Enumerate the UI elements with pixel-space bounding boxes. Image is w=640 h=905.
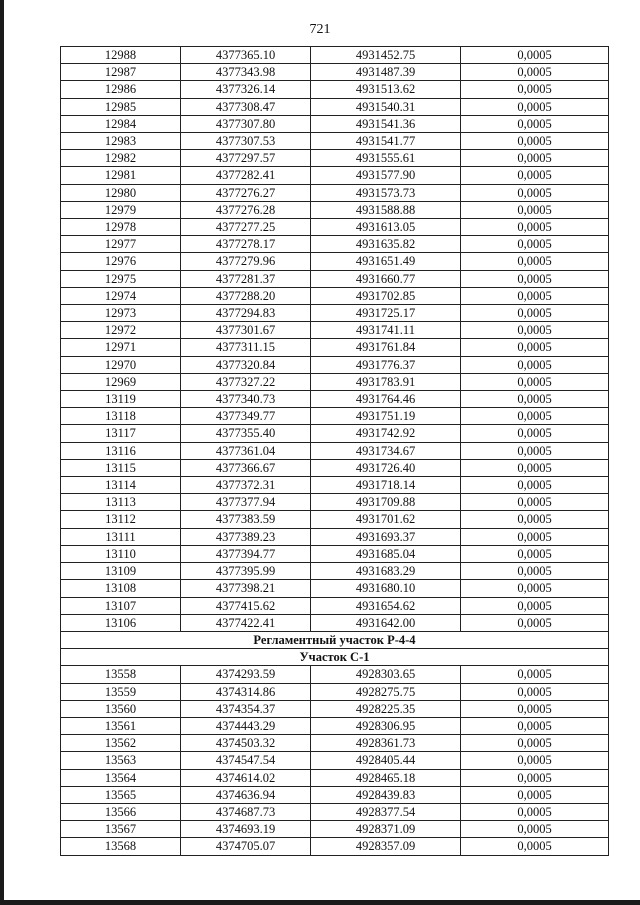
coord-y-cell: 4931642.00 [311, 614, 461, 631]
point-number-cell: 13112 [61, 511, 181, 528]
point-number-cell: 13108 [61, 580, 181, 597]
coord-y-cell: 4931541.36 [311, 115, 461, 132]
table-row [61, 597, 609, 614]
coord-x-cell: 4374693.19 [181, 821, 311, 838]
coord-y-cell: 4931577.90 [311, 167, 461, 184]
coord-x-cell: 4377311.15 [181, 339, 311, 356]
tolerance-cell: 0,0005 [461, 322, 609, 339]
coord-y-cell: 4928225.35 [311, 700, 461, 717]
point-number-cell: 13116 [61, 442, 181, 459]
coord-x-cell: 4377320.84 [181, 356, 311, 373]
point-number-cell: 12980 [61, 184, 181, 201]
tolerance-cell: 0,0005 [461, 47, 609, 64]
point-number-cell: 13559 [61, 683, 181, 700]
tolerance-cell: 0,0005 [461, 391, 609, 408]
tolerance-cell: 0,0005 [461, 494, 609, 511]
point-number-cell: 13563 [61, 752, 181, 769]
tolerance-cell: 0,0005 [461, 253, 609, 270]
point-number-cell: 12972 [61, 322, 181, 339]
coord-y-cell: 4931573.73 [311, 184, 461, 201]
tolerance-cell: 0,0005 [461, 305, 609, 322]
coord-x-cell: 4374443.29 [181, 717, 311, 734]
coord-y-cell: 4931718.14 [311, 477, 461, 494]
point-number-cell: 12973 [61, 305, 181, 322]
table-row [61, 167, 609, 184]
point-number-cell: 12970 [61, 356, 181, 373]
scan-bottom-edge [0, 900, 640, 905]
coord-x-cell: 4377372.31 [181, 477, 311, 494]
tolerance-cell: 0,0005 [461, 803, 609, 820]
table-row [61, 803, 609, 820]
coord-x-cell: 4374503.32 [181, 735, 311, 752]
point-number-cell: 12986 [61, 81, 181, 98]
coord-x-cell: 4377422.41 [181, 614, 311, 631]
point-number-cell: 12984 [61, 115, 181, 132]
coord-x-cell: 4377301.67 [181, 322, 311, 339]
table-row [61, 184, 609, 201]
table-row [61, 219, 609, 236]
coord-x-cell: 4374636.94 [181, 786, 311, 803]
tolerance-cell: 0,0005 [461, 580, 609, 597]
coord-x-cell: 4374614.02 [181, 769, 311, 786]
coord-x-cell: 4377340.73 [181, 391, 311, 408]
table-row [61, 735, 609, 752]
coord-y-cell: 4931613.05 [311, 219, 461, 236]
coord-y-cell: 4928361.73 [311, 735, 461, 752]
point-number-cell: 13566 [61, 803, 181, 820]
tolerance-cell: 0,0005 [461, 786, 609, 803]
page-number: 721 [309, 22, 331, 37]
table-row [61, 47, 609, 64]
coord-y-cell: 4931741.11 [311, 322, 461, 339]
tolerance-cell: 0,0005 [461, 683, 609, 700]
table-row [61, 459, 609, 476]
table-row [61, 666, 609, 683]
point-number-cell: 12969 [61, 373, 181, 390]
coord-y-cell: 4931725.17 [311, 305, 461, 322]
coord-x-cell: 4374293.59 [181, 666, 311, 683]
tolerance-cell: 0,0005 [461, 442, 609, 459]
coord-x-cell: 4377308.47 [181, 98, 311, 115]
coord-y-cell: 4928306.95 [311, 717, 461, 734]
coord-y-cell: 4931635.82 [311, 236, 461, 253]
tolerance-cell: 0,0005 [461, 408, 609, 425]
coord-x-cell: 4377327.22 [181, 373, 311, 390]
table-row [61, 287, 609, 304]
coord-y-cell: 4931685.04 [311, 545, 461, 562]
table-row [61, 477, 609, 494]
tolerance-cell: 0,0005 [461, 511, 609, 528]
coord-x-cell: 4377326.14 [181, 81, 311, 98]
tolerance-cell: 0,0005 [461, 219, 609, 236]
coord-y-cell: 4931742.92 [311, 425, 461, 442]
table-row [61, 545, 609, 562]
coord-y-cell: 4931764.46 [311, 391, 461, 408]
coord-x-cell: 4377279.96 [181, 253, 311, 270]
point-number-cell: 12975 [61, 270, 181, 287]
point-number-cell: 13114 [61, 477, 181, 494]
table-row [61, 322, 609, 339]
coord-x-cell: 4377282.41 [181, 167, 311, 184]
coord-x-cell: 4377377.94 [181, 494, 311, 511]
coord-y-cell: 4928377.54 [311, 803, 461, 820]
tolerance-cell: 0,0005 [461, 425, 609, 442]
point-number-cell: 13109 [61, 563, 181, 580]
tolerance-cell: 0,0005 [461, 821, 609, 838]
coord-y-cell: 4928405.44 [311, 752, 461, 769]
coord-x-cell: 4377288.20 [181, 287, 311, 304]
tolerance-cell: 0,0005 [461, 115, 609, 132]
tolerance-cell: 0,0005 [461, 270, 609, 287]
point-number-cell: 12987 [61, 64, 181, 81]
point-number-cell: 13565 [61, 786, 181, 803]
coord-y-cell: 4928275.75 [311, 683, 461, 700]
point-number-cell: 13113 [61, 494, 181, 511]
point-number-cell: 13106 [61, 614, 181, 631]
table-row [61, 769, 609, 786]
table-row [61, 373, 609, 390]
table-row [61, 717, 609, 734]
table-row [61, 511, 609, 528]
coord-y-cell: 4931660.77 [311, 270, 461, 287]
tolerance-cell: 0,0005 [461, 666, 609, 683]
coord-x-cell: 4377415.62 [181, 597, 311, 614]
point-number-cell: 12988 [61, 47, 181, 64]
tolerance-cell: 0,0005 [461, 700, 609, 717]
coord-x-cell: 4377294.83 [181, 305, 311, 322]
table-row [61, 752, 609, 769]
section-header [61, 631, 609, 665]
point-number-cell: 13111 [61, 528, 181, 545]
point-number-cell: 13107 [61, 597, 181, 614]
coord-x-cell: 4377307.53 [181, 133, 311, 150]
point-number-cell: 13110 [61, 545, 181, 562]
coord-y-cell: 4931452.75 [311, 47, 461, 64]
tolerance-cell: 0,0005 [461, 477, 609, 494]
table-row [61, 442, 609, 459]
coord-y-cell: 4931761.84 [311, 339, 461, 356]
subsection-title-row [61, 649, 609, 666]
table-row [61, 253, 609, 270]
point-number-cell: 13561 [61, 717, 181, 734]
table-row [61, 821, 609, 838]
coord-y-cell: 4928371.09 [311, 821, 461, 838]
coord-x-cell: 4377365.10 [181, 47, 311, 64]
coord-x-cell: 4377307.80 [181, 115, 311, 132]
point-number-cell: 12985 [61, 98, 181, 115]
coord-y-cell: 4928465.18 [311, 769, 461, 786]
coord-y-cell: 4931776.37 [311, 356, 461, 373]
point-number-cell: 13558 [61, 666, 181, 683]
table-row [61, 391, 609, 408]
coord-y-cell: 4931680.10 [311, 580, 461, 597]
tolerance-cell: 0,0005 [461, 459, 609, 476]
point-number-cell: 12982 [61, 150, 181, 167]
point-number-cell: 13560 [61, 700, 181, 717]
coord-y-cell: 4931693.37 [311, 528, 461, 545]
coord-y-cell: 4931783.91 [311, 373, 461, 390]
coord-x-cell: 4377394.77 [181, 545, 311, 562]
coordinates-table-body-a [61, 47, 609, 632]
table-row [61, 494, 609, 511]
tolerance-cell: 0,0005 [461, 614, 609, 631]
coord-y-cell: 4931540.31 [311, 98, 461, 115]
coord-y-cell: 4931541.77 [311, 133, 461, 150]
tolerance-cell: 0,0005 [461, 528, 609, 545]
table-row [61, 64, 609, 81]
table-row [61, 425, 609, 442]
section-title-row [61, 631, 609, 648]
table-row [61, 339, 609, 356]
coord-y-cell: 4931651.49 [311, 253, 461, 270]
coord-y-cell: 4931702.85 [311, 287, 461, 304]
tolerance-cell: 0,0005 [461, 838, 609, 855]
coord-x-cell: 4377281.37 [181, 270, 311, 287]
coord-x-cell: 4374687.73 [181, 803, 311, 820]
tolerance-cell: 0,0005 [461, 339, 609, 356]
table-row [61, 838, 609, 855]
tolerance-cell: 0,0005 [461, 150, 609, 167]
coord-x-cell: 4377355.40 [181, 425, 311, 442]
table-row [61, 614, 609, 631]
coord-x-cell: 4377395.99 [181, 563, 311, 580]
coord-y-cell: 4928439.83 [311, 786, 461, 803]
coord-y-cell: 4931487.39 [311, 64, 461, 81]
coord-y-cell: 4931513.62 [311, 81, 461, 98]
tolerance-cell: 0,0005 [461, 717, 609, 734]
tolerance-cell: 0,0005 [461, 287, 609, 304]
coord-y-cell: 4931654.62 [311, 597, 461, 614]
table-row [61, 408, 609, 425]
table-row [61, 81, 609, 98]
table-row [61, 580, 609, 597]
subsection-title: Участок С-1 [61, 649, 609, 666]
coord-x-cell: 4377278.17 [181, 236, 311, 253]
table-row [61, 563, 609, 580]
point-number-cell: 13118 [61, 408, 181, 425]
tolerance-cell: 0,0005 [461, 752, 609, 769]
tolerance-cell: 0,0005 [461, 133, 609, 150]
coord-y-cell: 4931751.19 [311, 408, 461, 425]
coord-x-cell: 4377398.21 [181, 580, 311, 597]
coord-x-cell: 4377383.59 [181, 511, 311, 528]
coordinates-table [60, 46, 609, 856]
scan-left-edge [0, 0, 4, 905]
table-row [61, 683, 609, 700]
table-row [61, 305, 609, 322]
coord-x-cell: 4377276.27 [181, 184, 311, 201]
tolerance-cell: 0,0005 [461, 563, 609, 580]
coord-y-cell: 4931709.88 [311, 494, 461, 511]
tolerance-cell: 0,0005 [461, 373, 609, 390]
tolerance-cell: 0,0005 [461, 356, 609, 373]
table-row [61, 356, 609, 373]
table-row [61, 270, 609, 287]
coordinates-table-body-b [61, 666, 609, 855]
point-number-cell: 12978 [61, 219, 181, 236]
tolerance-cell: 0,0005 [461, 597, 609, 614]
coord-x-cell: 4377349.77 [181, 408, 311, 425]
point-number-cell: 13119 [61, 391, 181, 408]
coord-x-cell: 4377277.25 [181, 219, 311, 236]
section-title: Регламентный участок Р-4-4 [61, 631, 609, 648]
point-number-cell: 12976 [61, 253, 181, 270]
point-number-cell: 12971 [61, 339, 181, 356]
tolerance-cell: 0,0005 [461, 769, 609, 786]
point-number-cell: 13567 [61, 821, 181, 838]
table-row [61, 786, 609, 803]
point-number-cell: 12981 [61, 167, 181, 184]
coord-x-cell: 4377361.04 [181, 442, 311, 459]
coord-y-cell: 4928303.65 [311, 666, 461, 683]
table-row [61, 236, 609, 253]
table-row [61, 528, 609, 545]
coord-y-cell: 4931588.88 [311, 201, 461, 218]
coord-y-cell: 4928357.09 [311, 838, 461, 855]
coord-x-cell: 4374314.86 [181, 683, 311, 700]
point-number-cell: 13564 [61, 769, 181, 786]
table-row [61, 201, 609, 218]
coord-y-cell: 4931726.40 [311, 459, 461, 476]
point-number-cell: 13115 [61, 459, 181, 476]
coord-y-cell: 4931683.29 [311, 563, 461, 580]
coord-y-cell: 4931734.67 [311, 442, 461, 459]
coord-y-cell: 4931701.62 [311, 511, 461, 528]
coord-x-cell: 4374705.07 [181, 838, 311, 855]
table-row [61, 700, 609, 717]
tolerance-cell: 0,0005 [461, 236, 609, 253]
point-number-cell: 13562 [61, 735, 181, 752]
tolerance-cell: 0,0005 [461, 98, 609, 115]
table-row [61, 150, 609, 167]
point-number-cell: 12974 [61, 287, 181, 304]
point-number-cell: 12983 [61, 133, 181, 150]
coord-y-cell: 4931555.61 [311, 150, 461, 167]
tolerance-cell: 0,0005 [461, 545, 609, 562]
table-row [61, 115, 609, 132]
coord-x-cell: 4377366.67 [181, 459, 311, 476]
coord-x-cell: 4377276.28 [181, 201, 311, 218]
tolerance-cell: 0,0005 [461, 735, 609, 752]
tolerance-cell: 0,0005 [461, 184, 609, 201]
coord-x-cell: 4377297.57 [181, 150, 311, 167]
tolerance-cell: 0,0005 [461, 81, 609, 98]
tolerance-cell: 0,0005 [461, 167, 609, 184]
coord-x-cell: 4374354.37 [181, 700, 311, 717]
coord-x-cell: 4374547.54 [181, 752, 311, 769]
coord-x-cell: 4377343.98 [181, 64, 311, 81]
coord-x-cell: 4377389.23 [181, 528, 311, 545]
tolerance-cell: 0,0005 [461, 64, 609, 81]
tolerance-cell: 0,0005 [461, 201, 609, 218]
table-row [61, 133, 609, 150]
point-number-cell: 13568 [61, 838, 181, 855]
point-number-cell: 13117 [61, 425, 181, 442]
point-number-cell: 12979 [61, 201, 181, 218]
point-number-cell: 12977 [61, 236, 181, 253]
table-row [61, 98, 609, 115]
